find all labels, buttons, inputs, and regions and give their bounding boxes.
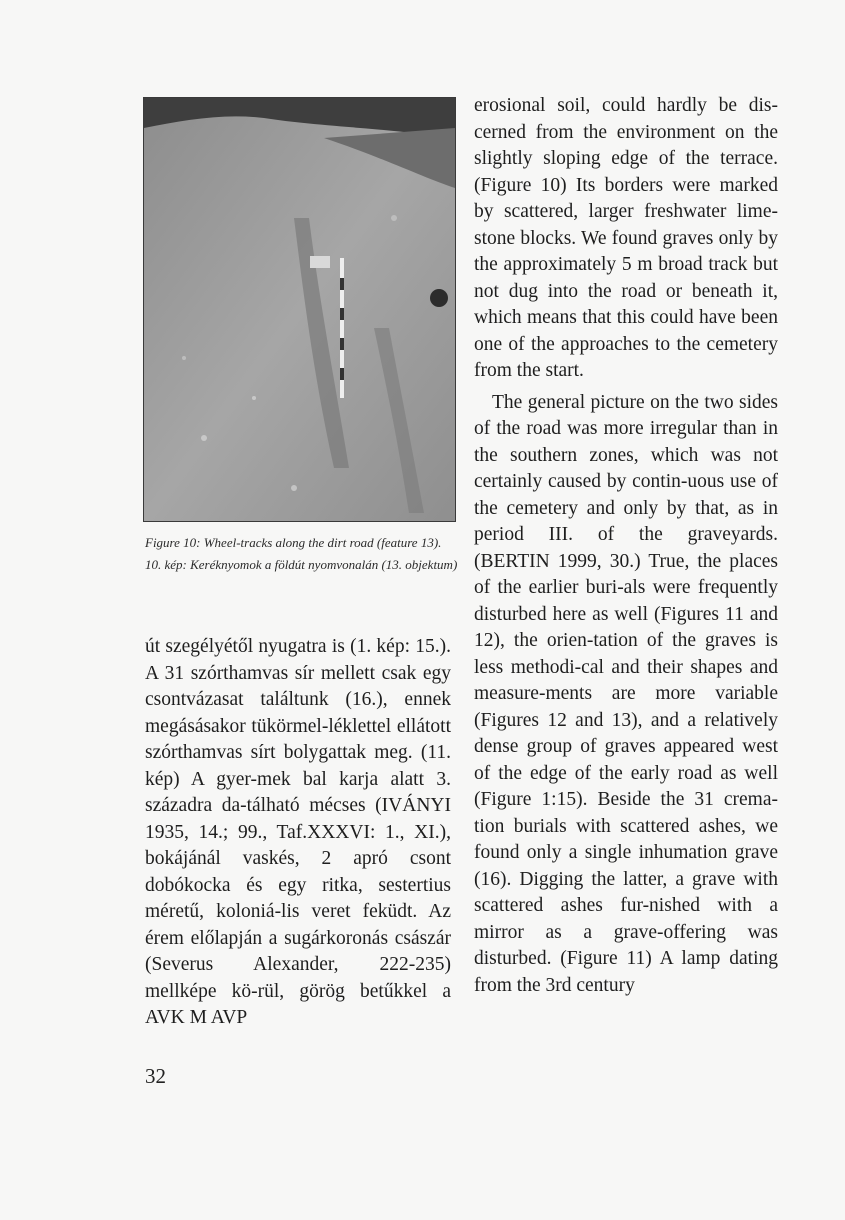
right-text-column xyxy=(474,93,778,999)
page-number: 32 xyxy=(145,1064,166,1088)
wheel-tracks-photo xyxy=(143,97,456,522)
figure-caption xyxy=(145,533,465,574)
left-text-column xyxy=(145,634,451,1032)
figure-caption-hungarian: 10. kép: Keréknyomok a földút nyomvonalán (13. objektum) xyxy=(145,557,458,572)
figure-caption-english: Figure 10: Wheel-tracks along the dirt road (feature 13). xyxy=(145,535,442,550)
left-column-paragraph: út szegélyétől nyugatra is (1. kép: 15.). A 31 szórthamvas sír mellett csak egy csontvázasat találtunk (16.), ennek megásásakor tükörmel-léklettel ellátott szórthamvas sírt bolygattak meg. (11. kép) A gyer-mek bal karja alatt 3. századra da-tálható mécses (IVÁNYI 1935, 14.; 99., Taf.XXXVI: 1., XI.), bokájánál vaskés, 2 apró csont dobókocka és egy ritka, sestertius méretű, koloniá-lis veret feküdt. Az érem előlapján a sugárkoronás császár (Severus Alexander, 222-235) mellképe kö-rül, görög betűkkel a AVK M AVP xyxy=(145,636,451,1028)
right-column-paragraph-2: The general picture on the two sides of the road was more irregular than in the southern zones, which was not certainly caused by contin-uous use of the cemetery and only by that, as in period III. of the graveyards. (BERTIN 1999, 30.) True, the places of the earlier buri-als were frequently disturbed here as well (Figures 11 and 12), the orien-tation of the graves is less methodi-cal and their shapes and measure-ments are more variable (Figures 12 and 13), and a relatively dense group of graves appeared west of the edge of the early road as well (Figure 1:15). Beside the 31 crema-tion burials with scattered ashes, we found only a single inhumation grave (16). Digging the latter, a grave with scattered ashes fur-nished with a mirror as a grave-offering was disturbed. (Figure 11) A lamp dating from the 3rd century xyxy=(474,391,778,996)
right-column-paragraph-1: erosional soil, could hardly be dis-cerned from the environment on the slightly sloping edge of the terrace. (Figure 10) Its borders were marked by scattered, larger freshwater lime-stone blocks. We found graves only by the approximately 5 m broad track but not dug into the road or beneath it, which means that this could have been one of the approaches to the cemetery from the start. xyxy=(474,95,778,381)
